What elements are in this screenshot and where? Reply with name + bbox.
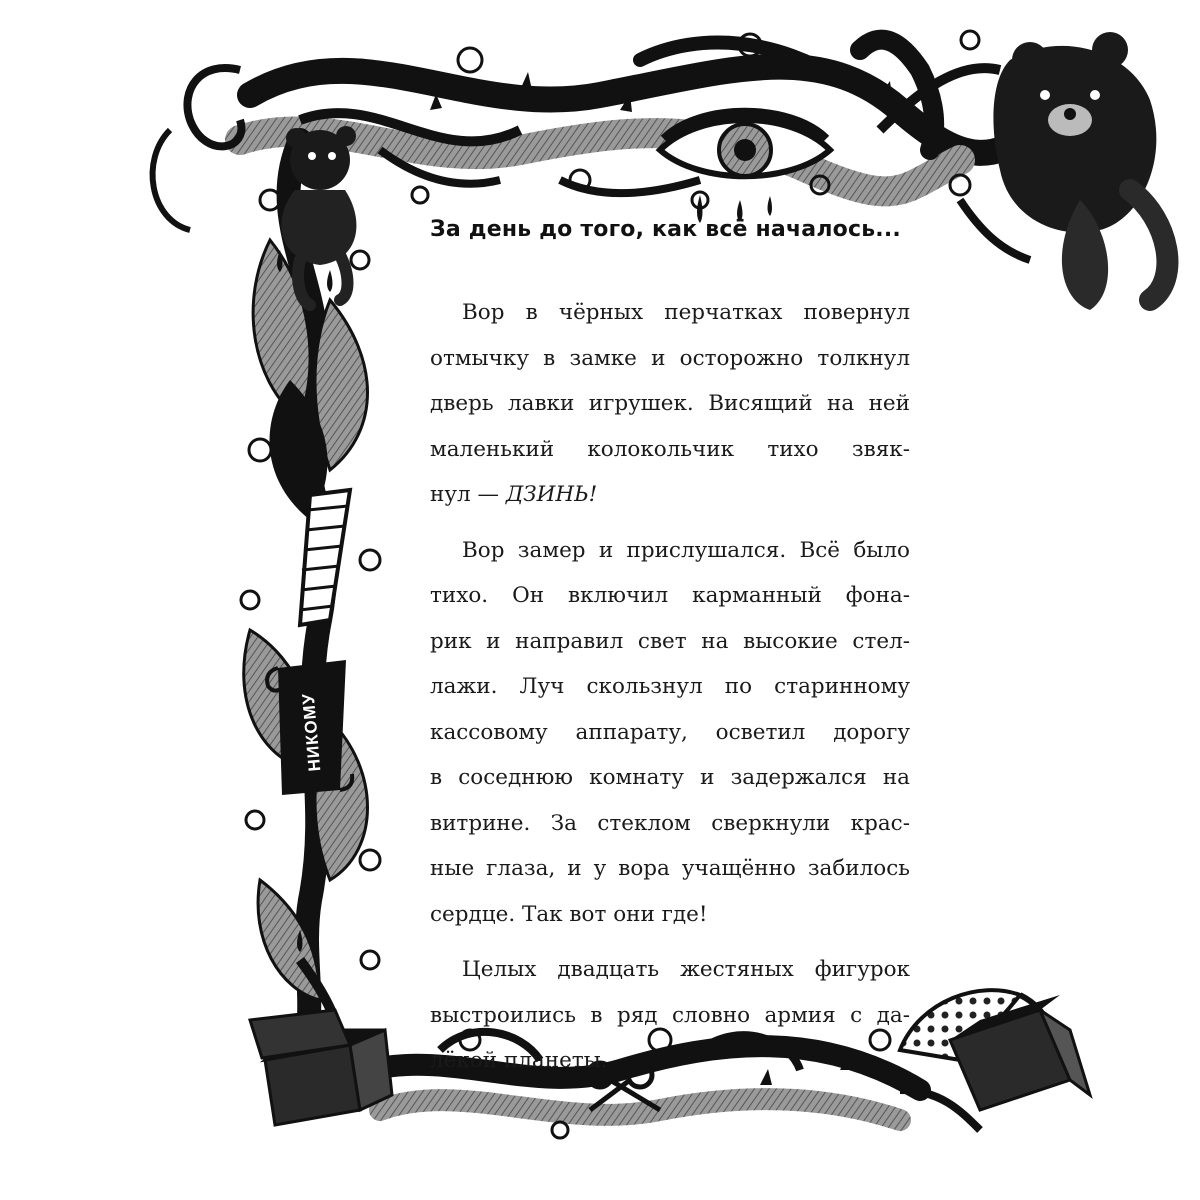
text-line: кассовому аппарату, осветил дорогу [430, 719, 910, 745]
body-text [430, 290, 910, 1094]
text-line: сердце. Так вот они где! [430, 901, 708, 927]
striped-column-icon [300, 490, 350, 625]
text-line: Вор замер и прислушался. Всё было [462, 537, 910, 563]
text-line-start: нул — [430, 482, 506, 507]
text-line: витрине. За стеклом сверкнули крас- [430, 810, 910, 836]
chapter-title: За день до того, как всё началось... [430, 217, 901, 242]
emphasis-text: ДЗИНЬ! [505, 482, 598, 507]
text-line: рик и направил свет на высокие стел- [430, 628, 910, 654]
top-vine-border [240, 31, 1060, 208]
paragraph [430, 947, 910, 1084]
paragraph [430, 528, 910, 938]
text-line: тихо. Он включил карманный фона- [430, 583, 910, 608]
text-line: Вор в чёрных перчатках повернул [462, 300, 910, 325]
text-line: лажи. Луч скользнул по старинному [430, 674, 910, 699]
text-line: отмычку в замке и осторожно толкнул [430, 345, 910, 371]
text-line: дверь лавки игрушек. Висящий на ней [430, 391, 910, 416]
text-line: маленький колокольчик тихо звяк- [430, 436, 910, 462]
text-line [430, 472, 910, 518]
paragraph [430, 290, 910, 518]
page-content [430, 210, 910, 1073]
text-line: ные глаза, и у вора учащённо забилось [430, 856, 910, 881]
text-line: в соседнюю комнату и задержался на [430, 765, 910, 790]
text-line: Целых двадцать жестяных фигурок [462, 957, 910, 982]
teddy-bear-icon [950, 32, 1167, 310]
scroll-banner-label: НИКОМУ [298, 691, 325, 773]
teddy-bear-icon [281, 126, 356, 305]
text-line: лёкой планеты. [430, 1048, 608, 1073]
eye-icon [660, 114, 830, 223]
text-line: выстроились в ряд словно армия с да- [430, 1002, 910, 1028]
